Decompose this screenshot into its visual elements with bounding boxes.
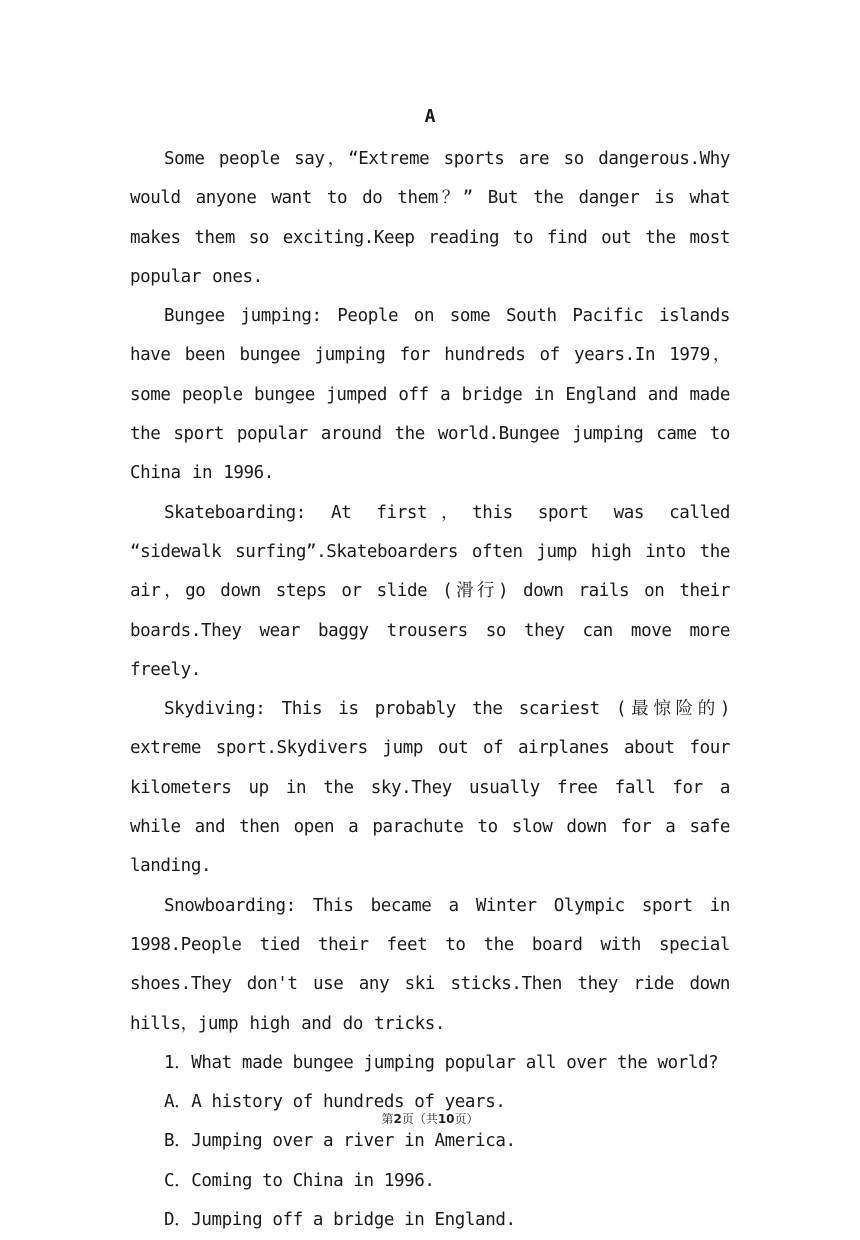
option-text: Jumping off a bridge in England. xyxy=(191,1210,516,1231)
footer-suffix: 页） xyxy=(454,1112,479,1126)
option-letter: D． xyxy=(164,1210,192,1231)
option-d xyxy=(130,1201,730,1240)
option-c xyxy=(130,1162,730,1201)
skateboarding-paragraph: Skateboarding: At first，this sport was called “sidewalk surfing”.Skateboarders often jump high into the air，go down steps or slide (滑行) down rails on their boards.They wear baggy trousers so they can move more freely. xyxy=(130,502,730,680)
option-text: Jumping over a river in America. xyxy=(191,1131,516,1152)
option-text: A history of hundreds of years. xyxy=(191,1092,506,1113)
bungee-jumping-paragraph: Bungee jumping: People on some South Pacific islands have been bungee jumping for hundreds of years.In 1979，some people bungee jumped off a bridge in England and made the sport popular around the world.Bungee jumping came to China in 1996. xyxy=(130,306,730,484)
option-letter: C． xyxy=(164,1170,192,1191)
question-number: 1． xyxy=(164,1052,192,1073)
footer-prefix: 第 xyxy=(381,1112,394,1126)
option-letter: A． xyxy=(164,1092,192,1113)
snowboarding-paragraph: Snowboarding: This became a Winter Olympic sport in 1998.People tied their feet to the board with special shoes.They don't use any ski sticks.Then they ride down hills，jump high and do tricks. xyxy=(130,895,730,1034)
footer-total-pages: 10 xyxy=(437,1112,455,1126)
footer-middle: 页（共 xyxy=(401,1112,438,1126)
option-letter: B． xyxy=(164,1131,192,1152)
skydiving-paragraph: Skydiving: This is probably the scariest (最惊险的) extreme sport.Skydivers jump out of airplanes about four kilometers up in the sky.They usually free fall for a while and then open a parachute to slow down for a safe landing. xyxy=(130,699,730,877)
question-text: What made bungee jumping popular all over the world? xyxy=(191,1052,719,1073)
section-heading: A xyxy=(424,106,436,127)
intro-paragraph: Some people say，“Extreme sports are so dangerous.Why would anyone want to do them？” But the danger is what makes them so exciting.Keep reading to find out the most popular ones. xyxy=(130,149,730,287)
option-text: Coming to China in 1996. xyxy=(191,1170,435,1191)
question-1 xyxy=(130,1044,730,1083)
passage-body xyxy=(130,140,730,1240)
footer-page-number: 2 xyxy=(393,1112,402,1126)
page-footer xyxy=(0,1109,860,1129)
